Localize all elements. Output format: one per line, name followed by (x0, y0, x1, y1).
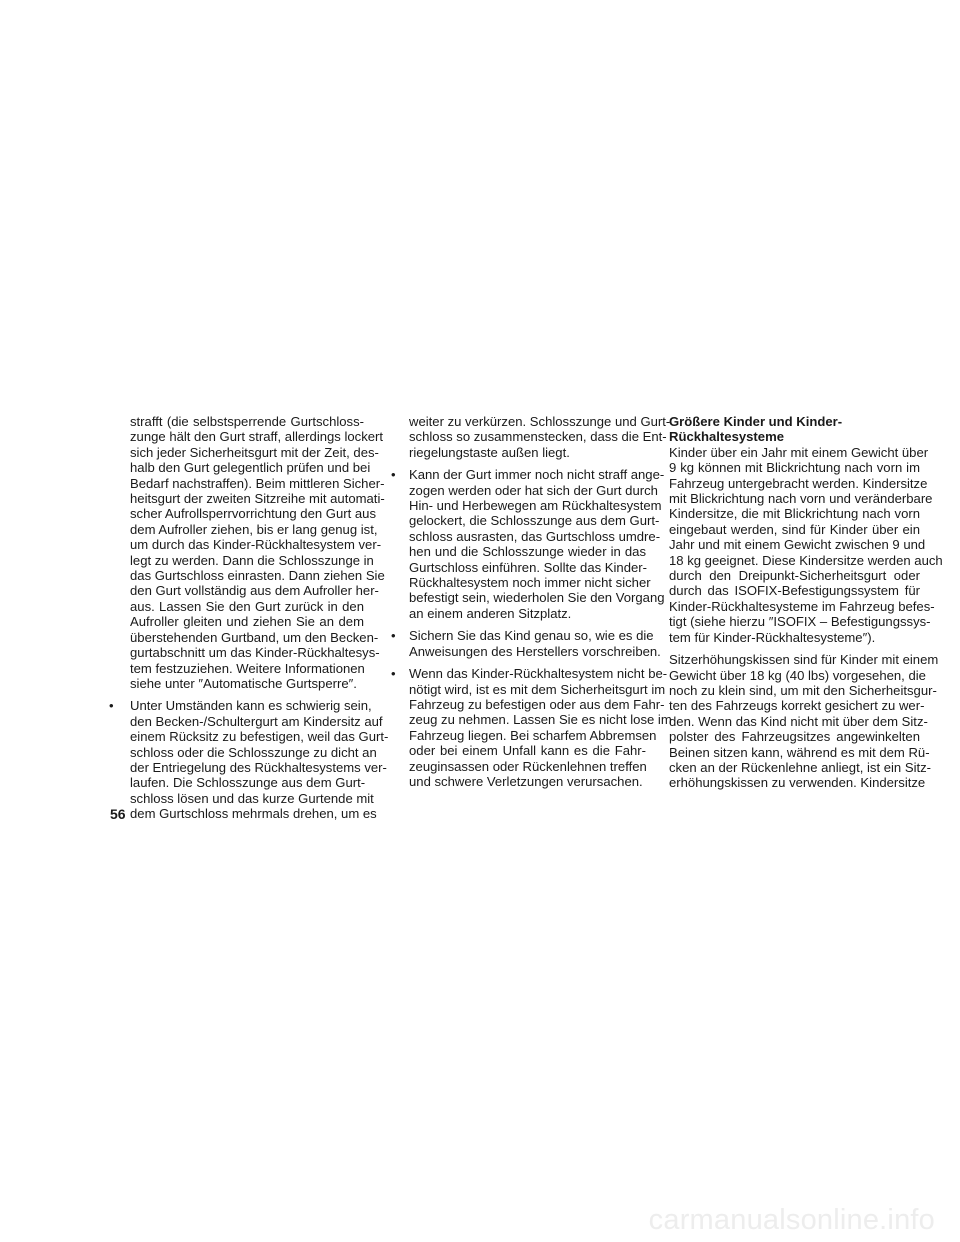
text-line: laufen. Die Schlosszunge aus dem Gurt- (130, 775, 366, 791)
text-line: überstehenden Gurtband, um den Becken- (130, 629, 379, 645)
text-line: dem Gurtschloss mehrmals drehen, um es (130, 806, 377, 822)
text-line: dem Aufroller ziehen, bis er lang genug ist, (130, 521, 378, 537)
text-line: eingebaut werden, sind für Kinder über ein (669, 521, 920, 537)
text-line: Kinder über ein Jahr mit einem Gewicht über (669, 444, 929, 460)
text-line: Unter Umständen kann es schwierig sein, (130, 698, 372, 714)
bullet-icon: • (391, 666, 396, 682)
text-line: den. Wenn das Kind nicht mit über dem Sitz- (669, 713, 928, 729)
text-line: zunge hält den Gurt straff, allerdings lockert (130, 429, 384, 445)
paragraph (669, 652, 939, 791)
heading-line: Rückhaltesysteme (669, 429, 784, 445)
bullet-icon: • (391, 628, 396, 644)
text-line: einem Rücksitz zu befestigen, weil das Gurt- (130, 729, 389, 745)
text-line: tem festzuziehen. Weitere Informationen (130, 660, 365, 676)
bullet-item (109, 698, 389, 822)
bullet-icon: • (391, 467, 396, 483)
text-line: zeug zu nehmen. Lassen Sie es nicht lose im (409, 712, 672, 728)
text-line: heitsgurt der zweiten Sitzreihe mit automati- (130, 491, 385, 507)
text-line: cken an der Rückenlehne anliegt, ist ein Sitz- (669, 759, 932, 775)
text-line: erhöhungskissen zu verwenden. Kindersitze (669, 775, 926, 791)
text-line: schloss ausrasten, das Gurtschloss umdre- (409, 528, 661, 544)
text-line: Aufroller gleiten und ziehen Sie an dem (130, 614, 364, 630)
text-line: nötigt wird, ist es mit dem Sicherheitsgurt im (409, 681, 666, 697)
text-line: Kinder-Rückhaltesysteme im Fahrzeug befes- (669, 598, 935, 614)
text-line: ten des Fahrzeugs korrekt gesichert zu wer- (669, 698, 925, 714)
text-line: gurtabschnitt um das Kinder-Rückhaltesys- (130, 645, 380, 661)
text-line: Wenn das Kinder-Rückhaltesystem nicht be- (409, 666, 668, 682)
text-line: tem für Kinder-Rückhaltesysteme″). (669, 629, 876, 645)
text-line: siehe unter ″Automatische Gurtsperre″. (130, 675, 357, 691)
text-line: 18 kg geeignet. Diese Kindersitze werden auch (669, 552, 943, 568)
text-line: gelockert, die Schlosszunge aus dem Gurt- (409, 513, 660, 529)
text-line: Rückhaltesystem noch immer nicht sicher (409, 575, 651, 591)
text-line: der Entriegelung des Rückhaltesystems ver- (130, 759, 387, 775)
text-line: oder bei einem Unfall kann es die Fahr- (409, 743, 646, 759)
text-line: schloss lösen und das kurze Gurtende mit (130, 790, 374, 806)
bullet-item (391, 628, 661, 659)
bullet-item (391, 666, 672, 789)
text-column-3 (669, 414, 943, 791)
text-line: weiter zu verkürzen. Schlosszunge und Gurt- (409, 414, 671, 429)
text-line: an einem anderen Sitzplatz. (409, 605, 572, 621)
text-line: den Becken-/Schultergurt am Kindersitz auf (130, 713, 383, 729)
text-line: schloss so zusammenstecken, dass die Ent- (409, 429, 667, 445)
text-line: und schwere Verletzungen verursachen. (409, 773, 643, 789)
continuation-paragraph (109, 414, 385, 691)
text-line: Fahrzeug untergebracht werden. Kindersitze (669, 475, 928, 491)
text-line: Anweisungen des Herstellers vorschreiben. (409, 643, 661, 659)
text-line: Kindersitze, die mit Blickrichtung nach vorn (669, 506, 920, 522)
text-line: befestigt sein, wiederholen Sie den Vorgang (409, 590, 665, 606)
text-line: sich jeder Sicherheitsgurt mit der Zeit, des- (130, 444, 379, 460)
text-line: zeuginsassen oder Rückenlehnen treffen (409, 758, 647, 774)
text-line: polster des Fahrzeugsitzes angewinkelten (669, 729, 920, 745)
text-line: zogen werden oder hat sich der Gurt durch (409, 482, 658, 498)
text-column-1 (109, 414, 389, 822)
text-line: das Gurtschloss einrasten. Dann ziehen Sie (130, 568, 385, 584)
text-line: durch den Dreipunkt-Sicherheitsgurt oder (669, 568, 920, 584)
text-line: Sitzerhöhungskissen sind für Kinder mit einem (669, 652, 939, 668)
continuation-paragraph (391, 414, 671, 460)
text-line: riegelungstaste außen liegt. (409, 444, 570, 460)
text-line: Jahr und mit einem Gewicht zwischen 9 und (669, 537, 926, 553)
page-number: 56 (110, 806, 126, 822)
text-line: schloss oder die Schlosszunge zu dicht an (130, 744, 377, 760)
text-line: Fahrzeug liegen. Bei scharfem Abbremsen (409, 727, 657, 743)
text-line: strafft (die selbstsperrende Gurtschloss- (130, 414, 364, 429)
text-line: hen und die Schlosszunge wieder in das (409, 544, 646, 560)
watermark: carmanualsonline.info (648, 1204, 935, 1236)
text-line: Beinen sitzen kann, während es mit dem Rü- (669, 744, 930, 760)
text-line: Bedarf nachstraffen). Beim mittleren Sicher- (130, 475, 385, 491)
text-line: Gurtschloss einführen. Sollte das Kinder- (409, 559, 647, 575)
text-line: tigt (siehe hierzu ″ISOFIX – Befestigungssys- (669, 614, 931, 630)
text-line: Kann der Gurt immer noch nicht straff ange- (409, 467, 665, 483)
section-heading (669, 414, 920, 445)
text-line: den Gurt vollständig aus dem Aufroller her- (130, 583, 379, 599)
text-line: Hin- und Herbewegen am Rückhaltesystem (409, 498, 662, 514)
text-line: Sichern Sie das Kind genau so, wie es die (409, 628, 654, 644)
text-line: 9 kg können mit Blickrichtung nach vorn im (669, 460, 920, 476)
text-line: halb den Gurt gelegentlich prüfen und bei (130, 460, 371, 476)
text-line: durch das ISOFIX-Befestigungssystem für (669, 583, 920, 599)
bullet-icon: • (109, 698, 114, 714)
text-line: Fahrzeug zu befestigen oder aus dem Fahr- (409, 696, 665, 712)
text-line: um durch das Kinder-Rückhaltesystem ver- (130, 537, 382, 553)
text-line: mit Blickrichtung nach vorn und veränderbare (669, 491, 933, 507)
text-column-2 (391, 414, 672, 789)
text-line: Gewicht über 18 kg (40 lbs) vorgesehen, die (669, 667, 926, 683)
bullet-item (391, 467, 665, 621)
text-line: aus. Lassen Sie den Gurt zurück in den (130, 598, 364, 614)
paragraph (669, 444, 943, 645)
heading-line: Größere Kinder und Kinder- (669, 414, 843, 429)
text-line: scher Aufrollsperrvorrichtung den Gurt aus (130, 506, 376, 522)
text-line: noch zu klein sind, um mit den Sicherheitsgur- (669, 682, 937, 698)
text-line: legt zu werden. Dann die Schlosszunge in (130, 552, 374, 568)
